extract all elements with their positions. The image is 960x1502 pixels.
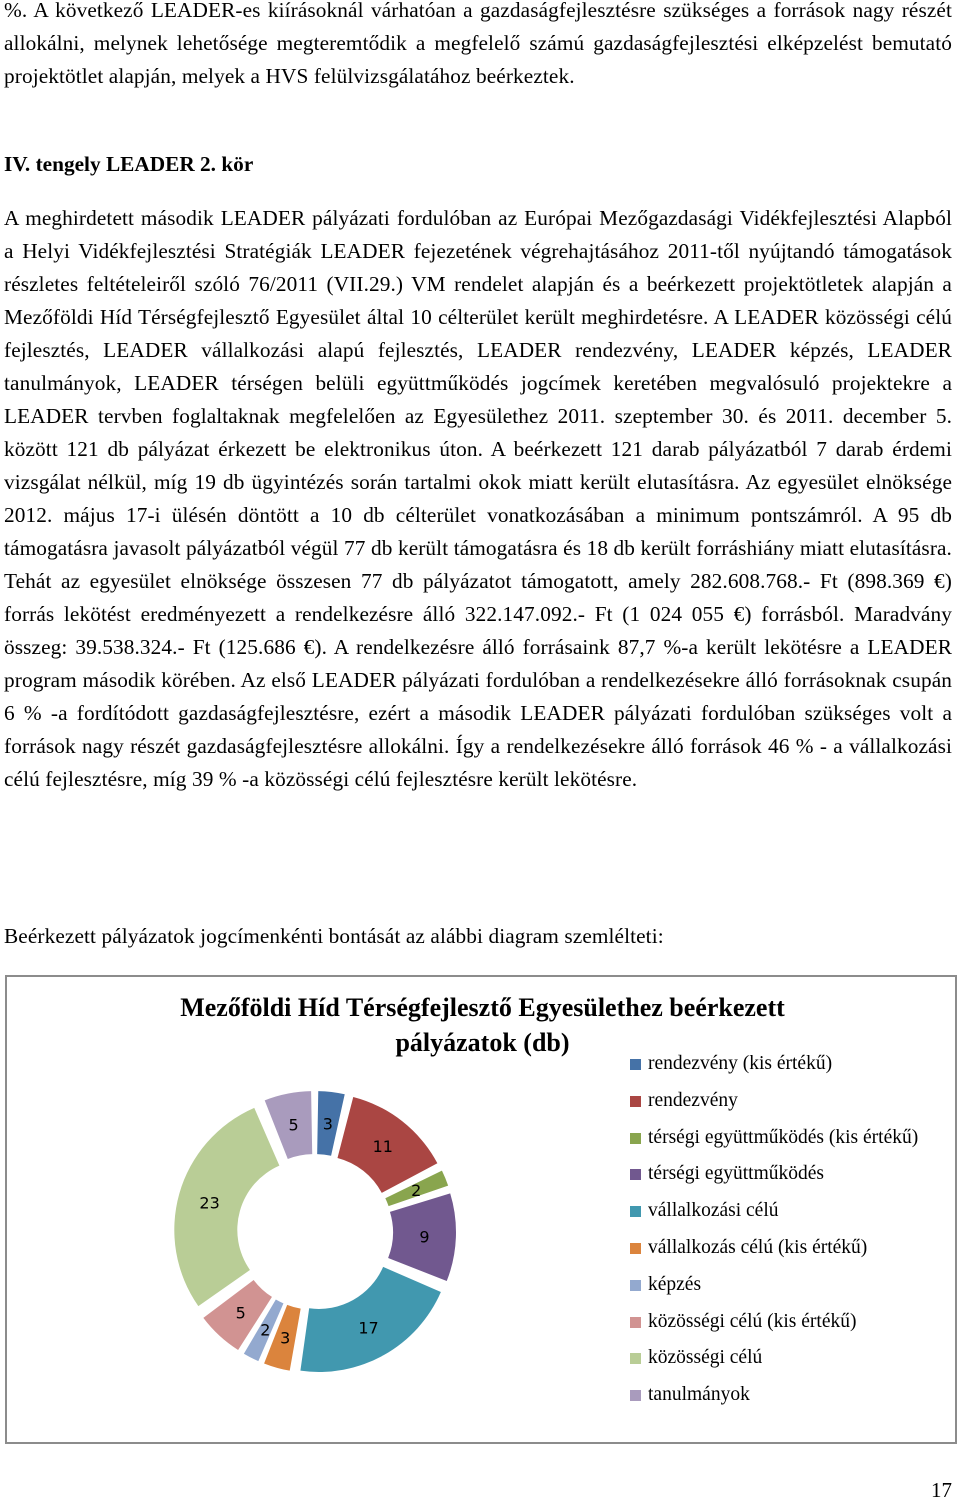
legend-label: térségi együttműködés (kis értékű) [648, 1126, 919, 1148]
donut-slice-label-9: 23 [199, 1193, 220, 1213]
donut-slice-label-6: 3 [280, 1328, 291, 1348]
legend-swatch [630, 1096, 641, 1107]
legend-item-5 [630, 1197, 918, 1234]
legend-swatch [630, 1243, 641, 1254]
donut-slice-label-2: 11 [372, 1137, 393, 1157]
legend-item-3 [630, 1124, 918, 1161]
legend-item-9 [630, 1344, 918, 1381]
legend-label: térségi együttműködés [648, 1163, 825, 1185]
legend-label: képzés [648, 1273, 702, 1295]
legend-label: közösségi célú (kis értékű) [648, 1310, 857, 1332]
legend-swatch [630, 1059, 641, 1070]
legend-swatch [630, 1390, 641, 1401]
legend-item-4 [630, 1160, 918, 1197]
legend-item-2 [630, 1087, 918, 1124]
donut-slice-label-7: 2 [260, 1320, 271, 1340]
legend-label: vállalkozási célú [648, 1200, 779, 1222]
page-number: 17 [931, 1478, 952, 1502]
legend-item-8 [630, 1308, 918, 1345]
chart-legend [630, 1050, 918, 1418]
legend-swatch [630, 1353, 641, 1364]
intro-paragraph: %. A következő LEADER-es kiírásoknál várhatóan a gazdaságfejlesztésre szükséges a források nagy részét allokálni, melynek lehetősége megteremtődik a megfelelő számú gazdaságfejlesztési elképzelést bemutató projektötlet alapján, melyek a HVS felülvizsgálatához beérkeztek. [4, 0, 952, 88]
donut-slice-label-1: 3 [322, 1114, 333, 1134]
donut-slice-9 [174, 1108, 279, 1306]
legend-label: közösségi célú [648, 1347, 763, 1369]
legend-label: vállalkozás célú (kis értékű) [648, 1236, 868, 1258]
chart-title: Mezőföldi Híd Térségfejlesztő Egyesülethez beérkezett pályázatok (db) [180, 993, 785, 1057]
legend-label: rendezvény [648, 1089, 738, 1111]
legend-swatch [630, 1133, 641, 1144]
legend-swatch [630, 1317, 641, 1328]
legend-item-7 [630, 1271, 918, 1308]
legend-item-1 [630, 1050, 918, 1087]
legend-swatch [630, 1206, 641, 1217]
main-paragraph: A meghirdetett második LEADER pályázati fordulóban az Európai Mezőgazdasági Vidékfejlesztési Alapból a Helyi Vidékfejlesztési Stratégiák LEADER fejezetének végrehajtásához 2011-től nyújtandó támogatások részletes feltételeiről szóló 76/2011 (VII.29.) VM rendelet alapján és a beérkezett projektötletek alapján a Mezőföldi Híd Térségfejlesztő Egyesület által 10 célterület került meghirdetésre. A LEADER közösségi célú fejlesztés, LEADER vállalkozási alapú fejlesztés, LEADER rendezvény, LEADER képzés, LEADER tanulmányok, LEADER térségen belüli együttműködés jogcímek keretében megvalósuló projektekre a LEADER tervben foglaltaknak megfelelően az Egyesülethez 2011. szeptember 30. és 2011. december 5. között 121 db pályázat érkezett be elektronikus úton. A beérkezett 121 darab pályázatból 7 darab érdemi vizsgálat nélkül, míg 19 db ügyintézés során tartalmi okok miatt került elutasításra. Az egyesület elnöksége 2012. május 17-i ülésén döntött a 10 db célterület vonatkozásában a minimum pontszámról. A 95 db támogatásra javasolt pályázatból végül 77 db került támogatásra és 18 db került forráshiány miatt elutasításra. Tehát az egyesület elnöksége összesen 77 db pályázatot támogatott, amely 282.608.768.- Ft (898.369 €) forrás lekötést eredményezett a rendelkezésre álló 322.147.092.- Ft (1 024 055 €) forrásból. Maradvány összeg: 39.538.324.- Ft (125.686 €). A rendelkezésre álló forrásaink 87,7 %-a került lekötésre a LEADER program második körében. Az első LEADER pályázati fordulóban a rendelkezésekre álló forrásoknak csupán 6 % -a fordítódott gazdaságfejlesztésre, ezért a második LEADER pályázati fordulóban szükséges volt a források nagy részét gazdaságfejlesztésre allokálni. Így a rendelkezésekre álló források 46 % - a vállalkozási célú fejlesztésre, míg 39 % -a közösségi célú fejlesztésre került lekötésre. [4, 206, 952, 791]
legend-label: rendezvény (kis értékű) [648, 1053, 833, 1074]
legend-swatch [630, 1280, 641, 1291]
donut-chart [140, 1090, 480, 1390]
legend-item-6 [630, 1234, 918, 1271]
chart-intro-text: Beérkezett pályázatok jogcímenkénti bontását az alábbi diagram szemlélteti: [4, 924, 664, 948]
donut-slice-label-3: 2 [411, 1181, 422, 1201]
donut-slice-label-4: 9 [419, 1227, 430, 1247]
donut-slice-label-5: 17 [358, 1318, 379, 1338]
donut-slice-label-8: 5 [235, 1303, 246, 1323]
donut-slice-label-10: 5 [288, 1115, 299, 1135]
legend-swatch [630, 1169, 641, 1180]
section-heading: IV. tengely LEADER 2. kör [4, 152, 254, 176]
legend-label: tanulmányok [648, 1384, 750, 1406]
legend-item-10 [630, 1381, 918, 1418]
